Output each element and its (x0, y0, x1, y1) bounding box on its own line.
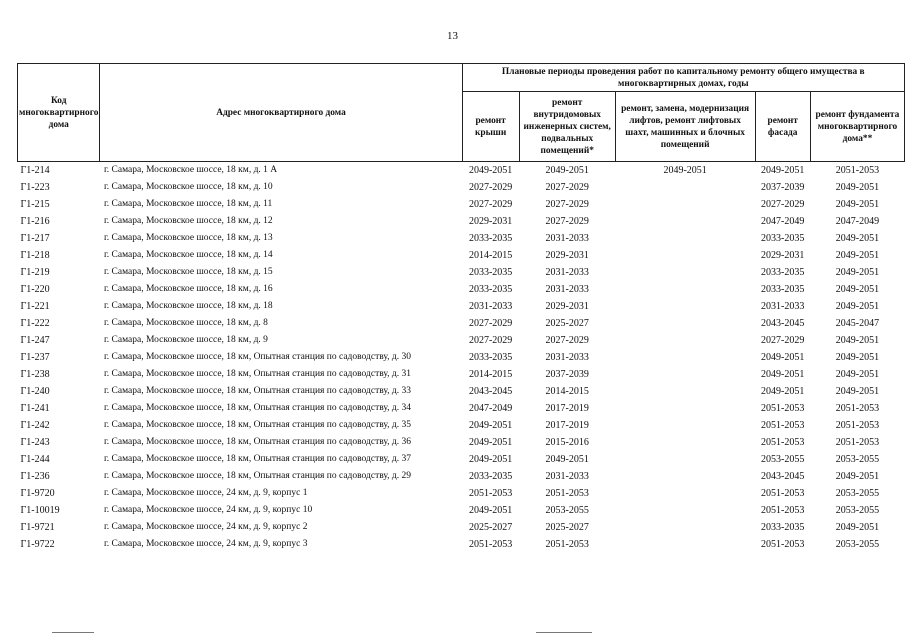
row-facade-period: 2047-2049 (761, 216, 805, 227)
table-row (18, 264, 905, 281)
row-code: Г1-214 (20, 165, 50, 176)
row-systems-period: 2027-2029 (545, 182, 589, 193)
row-foundation-period: 2049-2051 (835, 335, 880, 346)
row-lifts-period (615, 298, 755, 315)
row-code: Г1-9722 (20, 539, 55, 550)
row-lifts-period (615, 434, 755, 451)
row-roof-period: 2049-2051 (468, 437, 513, 448)
row-lifts-period (615, 485, 755, 502)
row-lifts-period (615, 315, 755, 332)
table-row (18, 536, 905, 553)
table-row (18, 230, 905, 247)
row-lifts-period (615, 332, 755, 349)
table-row (18, 417, 905, 434)
row-code: Г1-216 (20, 216, 50, 227)
row-systems-period: 2014-2015 (545, 386, 589, 397)
row-systems-period: 2017-2019 (545, 420, 589, 431)
header-facade: ремонт фасада (755, 92, 810, 162)
table-row (18, 468, 905, 485)
table-row (18, 213, 905, 230)
row-systems-period: 2029-2031 (545, 301, 589, 312)
table-row (18, 451, 905, 468)
row-systems-period: 2053-2055 (545, 505, 589, 516)
row-code: Г1-223 (20, 182, 50, 193)
row-roof-period: 2014-2015 (468, 369, 513, 380)
table-row (18, 400, 905, 417)
row-lifts-period (615, 213, 755, 230)
table-row (18, 349, 905, 366)
row-systems-period: 2015-2016 (545, 437, 589, 448)
row-lifts-period (615, 383, 755, 400)
table-row (18, 247, 905, 264)
row-foundation-period: 2053-2055 (835, 539, 880, 550)
header-address: Адрес многоквартирного дома (100, 64, 462, 162)
row-facade-period: 2033-2035 (761, 267, 805, 278)
row-foundation-period: 2053-2055 (835, 454, 880, 465)
row-lifts-period (615, 349, 755, 366)
footer-line-right (536, 632, 592, 633)
row-systems-period: 2027-2029 (545, 199, 589, 210)
row-lifts-period (615, 417, 755, 434)
row-foundation-period: 2049-2051 (835, 386, 880, 397)
table-body (18, 162, 905, 554)
header-lifts: ремонт, замена, модернизация лифтов, ремонт лифтовых шахт, машинных и блочных помещений (615, 92, 755, 162)
row-systems-period: 2017-2019 (545, 403, 589, 414)
row-roof-period: 2043-2045 (468, 386, 513, 397)
row-lifts-period (615, 468, 755, 485)
row-facade-period: 2051-2053 (761, 437, 805, 448)
row-address: г. Самара, Московское шоссе, 18 км, Опытная станция по садоводству, д. 35 (103, 420, 412, 430)
row-foundation-period: 2049-2051 (835, 284, 880, 295)
row-facade-period: 2027-2029 (761, 199, 805, 210)
table-row (18, 383, 905, 400)
row-code: Г1-218 (20, 250, 50, 261)
table-header (18, 64, 905, 162)
row-facade-period: 2027-2029 (761, 335, 805, 346)
row-code: Г1-9721 (20, 522, 55, 533)
row-foundation-period: 2049-2051 (835, 471, 880, 482)
table-row (18, 162, 905, 180)
row-address: г. Самара, Московское шоссе, 18 км, д. 12 (103, 216, 273, 226)
row-facade-period: 2051-2053 (761, 488, 805, 499)
row-roof-period: 2033-2035 (468, 471, 513, 482)
table-row (18, 332, 905, 349)
row-facade-period: 2049-2051 (761, 352, 805, 363)
row-address: г. Самара, Московское шоссе, 24 км, д. 9, корпус 3 (103, 539, 308, 549)
row-roof-period: 2047-2049 (468, 403, 513, 414)
row-systems-period: 2025-2027 (545, 522, 589, 533)
row-foundation-period: 2051-2053 (835, 437, 880, 448)
row-code: Г1-236 (20, 471, 50, 482)
row-facade-period: 2049-2051 (761, 386, 805, 397)
table-row (18, 502, 905, 519)
row-systems-period: 2049-2051 (545, 165, 589, 176)
row-systems-period: 2031-2033 (545, 471, 589, 482)
row-address: г. Самара, Московское шоссе, 18 км, Опытная станция по садоводству, д. 34 (103, 403, 412, 413)
row-address: г. Самара, Московское шоссе, 18 км, Опытная станция по садоводству, д. 37 (103, 454, 412, 464)
row-address: г. Самара, Московское шоссе, 18 км, Опытная станция по садоводству, д. 31 (103, 369, 412, 379)
row-code: Г1-242 (20, 420, 50, 431)
row-roof-period: 2033-2035 (468, 352, 513, 363)
header-periods-group: Плановые периоды проведения работ по капитальному ремонту общего имущества в многоквартирных домах, годы (462, 64, 904, 92)
row-facade-period: 2051-2053 (761, 505, 805, 516)
row-foundation-period: 2049-2051 (835, 182, 880, 193)
row-roof-period: 2027-2029 (468, 318, 513, 329)
row-facade-period: 2049-2051 (761, 165, 805, 176)
row-code: Г1-10019 (20, 505, 60, 516)
row-foundation-period: 2053-2055 (835, 505, 880, 516)
page-number: 13 (447, 30, 458, 42)
row-address: г. Самара, Московское шоссе, 18 км, д. 14 (103, 250, 273, 260)
header-roof: ремонт крыши (462, 92, 519, 162)
table-row (18, 519, 905, 536)
row-code: Г1-244 (20, 454, 50, 465)
row-address: г. Самара, Московское шоссе, 18 км, д. 13 (103, 233, 273, 243)
header-foundation: ремонт фундамента многоквартирного дома** (810, 92, 904, 162)
table-row (18, 196, 905, 213)
row-foundation-period: 2053-2055 (835, 488, 880, 499)
row-lifts-period (615, 536, 755, 553)
row-systems-period: 2027-2029 (545, 216, 589, 227)
row-foundation-period: 2049-2051 (835, 267, 880, 278)
row-facade-period: 2033-2035 (761, 284, 805, 295)
row-systems-period: 2031-2033 (545, 284, 589, 295)
table-row (18, 298, 905, 315)
row-code: Г1-241 (20, 403, 50, 414)
row-code: Г1-240 (20, 386, 50, 397)
row-code: Г1-220 (20, 284, 50, 295)
row-code: Г1-221 (20, 301, 50, 312)
row-lifts-period (615, 281, 755, 298)
row-code: Г1-217 (20, 233, 50, 244)
row-address: г. Самара, Московское шоссе, 18 км, д. 10 (103, 182, 273, 192)
row-systems-period: 2029-2031 (545, 250, 589, 261)
row-lifts-period (615, 400, 755, 417)
row-lifts-period (615, 451, 755, 468)
row-address: г. Самара, Московское шоссе, 18 км, Опытная станция по садоводству, д. 36 (103, 437, 412, 447)
footer-line-left (52, 632, 94, 633)
table-row (18, 281, 905, 298)
row-foundation-period: 2049-2051 (835, 522, 880, 533)
table-row (18, 315, 905, 332)
row-roof-period: 2029-2031 (468, 216, 513, 227)
table-row (18, 366, 905, 383)
row-foundation-period: 2049-2051 (835, 199, 880, 210)
row-roof-period: 2051-2053 (468, 488, 513, 499)
row-systems-period: 2031-2033 (545, 267, 589, 278)
row-roof-period: 2049-2051 (468, 420, 513, 431)
row-code: Г1-9720 (20, 488, 55, 499)
row-roof-period: 2033-2035 (468, 284, 513, 295)
row-address: г. Самара, Московское шоссе, 18 км, Опытная станция по садоводству, д. 33 (103, 386, 412, 396)
row-roof-period: 2049-2051 (468, 165, 513, 176)
row-foundation-period: 2049-2051 (835, 352, 880, 363)
row-address: г. Самара, Московское шоссе, 24 км, д. 9, корпус 1 (103, 488, 308, 498)
row-address: г. Самара, Московское шоссе, 18 км, д. 9 (103, 335, 268, 345)
row-address: г. Самара, Московское шоссе, 18 км, д. 15 (103, 267, 273, 277)
row-code: Г1-247 (20, 335, 50, 346)
row-roof-period: 2027-2029 (468, 182, 513, 193)
row-foundation-period: 2049-2051 (835, 301, 880, 312)
row-address: г. Самара, Московское шоссе, 18 км, Опытная станция по садоводству, д. 30 (103, 352, 412, 362)
row-address: г. Самара, Московское шоссе, 18 км, д. 16 (103, 284, 273, 294)
row-roof-period: 2033-2035 (468, 233, 513, 244)
row-lifts-period (615, 196, 755, 213)
row-code: Г1-238 (20, 369, 50, 380)
table-row (18, 485, 905, 502)
row-address: г. Самара, Московское шоссе, 18 км, д. 11 (103, 199, 273, 209)
table-row (18, 434, 905, 451)
row-lifts-period (615, 366, 755, 383)
row-roof-period: 2031-2033 (468, 301, 513, 312)
row-foundation-period: 2051-2053 (835, 165, 880, 176)
row-code: Г1-222 (20, 318, 50, 329)
row-foundation-period: 2051-2053 (835, 420, 880, 431)
row-facade-period: 2051-2053 (761, 539, 805, 550)
row-systems-period: 2049-2051 (545, 454, 589, 465)
row-lifts-period (615, 519, 755, 536)
header-engineering-systems: ремонт внутридомовых инженерных систем, подвальных помещений* (519, 92, 615, 162)
row-roof-period: 2027-2029 (468, 335, 513, 346)
row-systems-period: 2025-2027 (545, 318, 589, 329)
row-lifts-period (615, 230, 755, 247)
row-facade-period: 2043-2045 (761, 471, 805, 482)
row-facade-period: 2031-2033 (761, 301, 805, 312)
row-lifts-period (615, 179, 755, 196)
row-facade-period: 2033-2035 (761, 522, 805, 533)
row-address: г. Самара, Московское шоссе, 18 км, Опытная станция по садоводству, д. 29 (103, 471, 412, 481)
row-foundation-period: 2047-2049 (835, 216, 880, 227)
row-systems-period: 2031-2033 (545, 352, 589, 363)
row-systems-period: 2051-2053 (545, 539, 589, 550)
row-systems-period: 2051-2053 (545, 488, 589, 499)
row-facade-period: 2043-2045 (761, 318, 805, 329)
row-address: г. Самара, Московское шоссе, 24 км, д. 9, корпус 10 (103, 505, 313, 515)
row-foundation-period: 2051-2053 (835, 403, 880, 414)
row-roof-period: 2014-2015 (468, 250, 513, 261)
row-roof-period: 2025-2027 (468, 522, 513, 533)
row-facade-period: 2037-2039 (761, 182, 805, 193)
row-facade-period: 2029-2031 (761, 250, 805, 261)
row-systems-period: 2031-2033 (545, 233, 589, 244)
row-facade-period: 2053-2055 (761, 454, 805, 465)
row-lifts-period (615, 247, 755, 264)
row-facade-period: 2051-2053 (761, 403, 805, 414)
row-address: г. Самара, Московское шоссе, 18 км, д. 18 (103, 301, 273, 311)
row-facade-period: 2049-2051 (761, 369, 805, 380)
header-code: Код многоквартирного дома (18, 64, 100, 162)
row-address: г. Самара, Московское шоссе, 18 км, д. 8 (103, 318, 268, 328)
row-code: Г1-243 (20, 437, 50, 448)
capital-repair-schedule-table (17, 63, 905, 553)
row-foundation-period: 2045-2047 (835, 318, 880, 329)
row-lifts-period (615, 502, 755, 519)
row-code: Г1-237 (20, 352, 50, 363)
row-roof-period: 2027-2029 (468, 199, 513, 210)
row-facade-period: 2033-2035 (761, 233, 805, 244)
row-address: г. Самара, Московское шоссе, 24 км, д. 9, корпус 2 (103, 522, 308, 532)
row-foundation-period: 2049-2051 (835, 250, 880, 261)
row-address: г. Самара, Московское шоссе, 18 км, д. 1 А (103, 165, 278, 175)
row-roof-period: 2051-2053 (468, 539, 513, 550)
row-lifts-period (615, 264, 755, 281)
row-roof-period: 2049-2051 (468, 454, 513, 465)
row-foundation-period: 2049-2051 (835, 369, 880, 380)
row-roof-period: 2033-2035 (468, 267, 513, 278)
row-code: Г1-219 (20, 267, 50, 278)
row-code: Г1-215 (20, 199, 50, 210)
row-systems-period: 2037-2039 (545, 369, 589, 380)
row-facade-period: 2051-2053 (761, 420, 805, 431)
row-foundation-period: 2049-2051 (835, 233, 880, 244)
row-systems-period: 2027-2029 (545, 335, 589, 346)
row-roof-period: 2049-2051 (468, 505, 513, 516)
table-row (18, 179, 905, 196)
row-lifts-period: 2049-2051 (663, 165, 707, 176)
